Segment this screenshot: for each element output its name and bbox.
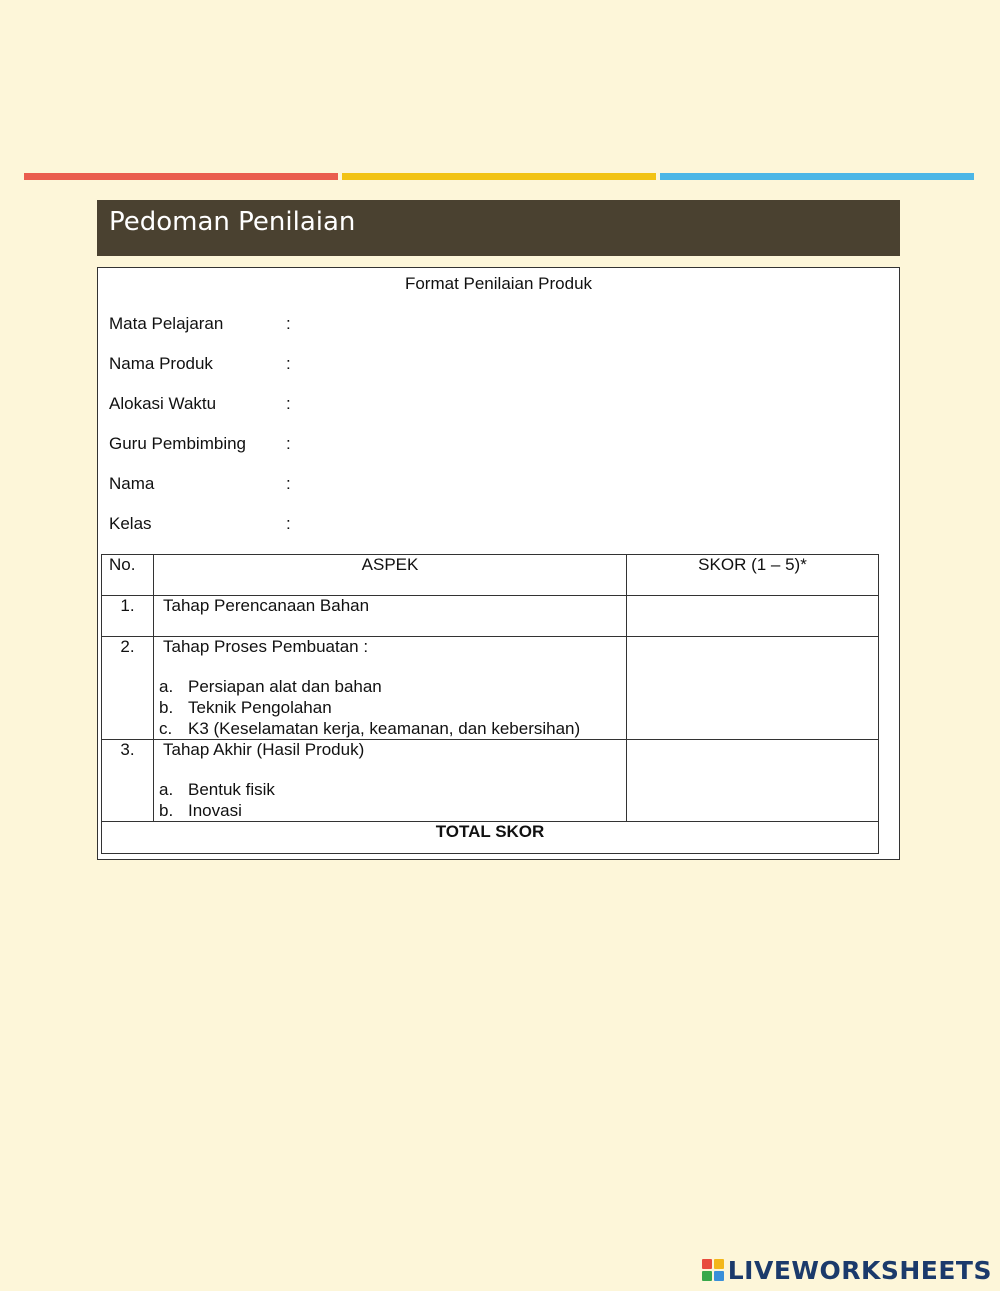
field-colon: : (286, 474, 291, 493)
field-guru-pembimbing (109, 434, 291, 454)
field-label: Nama Produk (109, 354, 213, 373)
aspek-title: Tahap Proses Pembuatan : (163, 637, 369, 656)
divider-blue-segment (660, 173, 974, 180)
field-label: Nama (109, 474, 155, 493)
row-number: 2. (102, 637, 154, 740)
row-aspek (154, 596, 627, 637)
table-row (102, 740, 879, 822)
field-colon: : (286, 354, 291, 373)
header-skor: SKOR (1 – 5)* (627, 555, 879, 596)
list-item: b. Inovasi (159, 801, 242, 820)
sub-item-list (154, 676, 626, 739)
row-aspek (154, 637, 627, 740)
assessment-form (97, 267, 900, 860)
assessment-table (101, 554, 879, 854)
field-mata-pelajaran (109, 314, 291, 334)
row-number: 3. (102, 740, 154, 822)
field-label: Guru Pembimbing (109, 434, 247, 453)
table-row (102, 596, 879, 637)
sub-item-list (154, 779, 626, 821)
color-divider (24, 173, 974, 180)
field-label: Kelas (109, 514, 152, 533)
field-colon: : (286, 434, 291, 453)
page-title-banner (97, 200, 900, 256)
aspek-title: Tahap Akhir (Hasil Produk) (163, 740, 365, 759)
page-title: Pedoman Penilaian (109, 207, 356, 237)
row-number: 1. (102, 596, 154, 637)
header-aspek: ASPEK (154, 555, 627, 596)
watermark-text: LIVEWORKSHEETS (727, 1255, 992, 1285)
field-label: Mata Pelajaran (109, 314, 224, 333)
table-row (102, 637, 879, 740)
liveworksheets-logo-icon (702, 1259, 724, 1281)
list-item: a. Bentuk fisik (159, 780, 275, 799)
list-item: b. Teknik Pengolahan (159, 698, 332, 717)
total-label: TOTAL SKOR (102, 822, 879, 854)
field-colon: : (286, 394, 291, 413)
row-aspek (154, 740, 627, 822)
field-kelas (109, 514, 291, 534)
field-alokasi-waktu (109, 394, 291, 414)
field-nama (109, 474, 291, 494)
field-colon: : (286, 314, 291, 333)
field-label: Alokasi Waktu (109, 394, 217, 413)
form-title: Format Penilaian Produk (404, 274, 593, 293)
divider-red-segment (24, 173, 338, 180)
field-nama-produk (109, 354, 291, 374)
table-header-row (102, 555, 879, 596)
field-colon: : (286, 514, 291, 533)
total-row (102, 822, 879, 854)
aspek-title: Tahap Perencanaan Bahan (163, 596, 370, 615)
score-cell[interactable] (627, 596, 879, 637)
liveworksheets-watermark (702, 1257, 992, 1283)
header-no: No. (102, 555, 154, 596)
score-cell[interactable] (627, 740, 879, 822)
list-item: c. K3 (Keselamatan kerja, keamanan, dan kebersihan) (159, 719, 581, 738)
score-cell[interactable] (627, 637, 879, 740)
list-item: a. Persiapan alat dan bahan (159, 677, 382, 696)
divider-yellow-segment (342, 173, 656, 180)
